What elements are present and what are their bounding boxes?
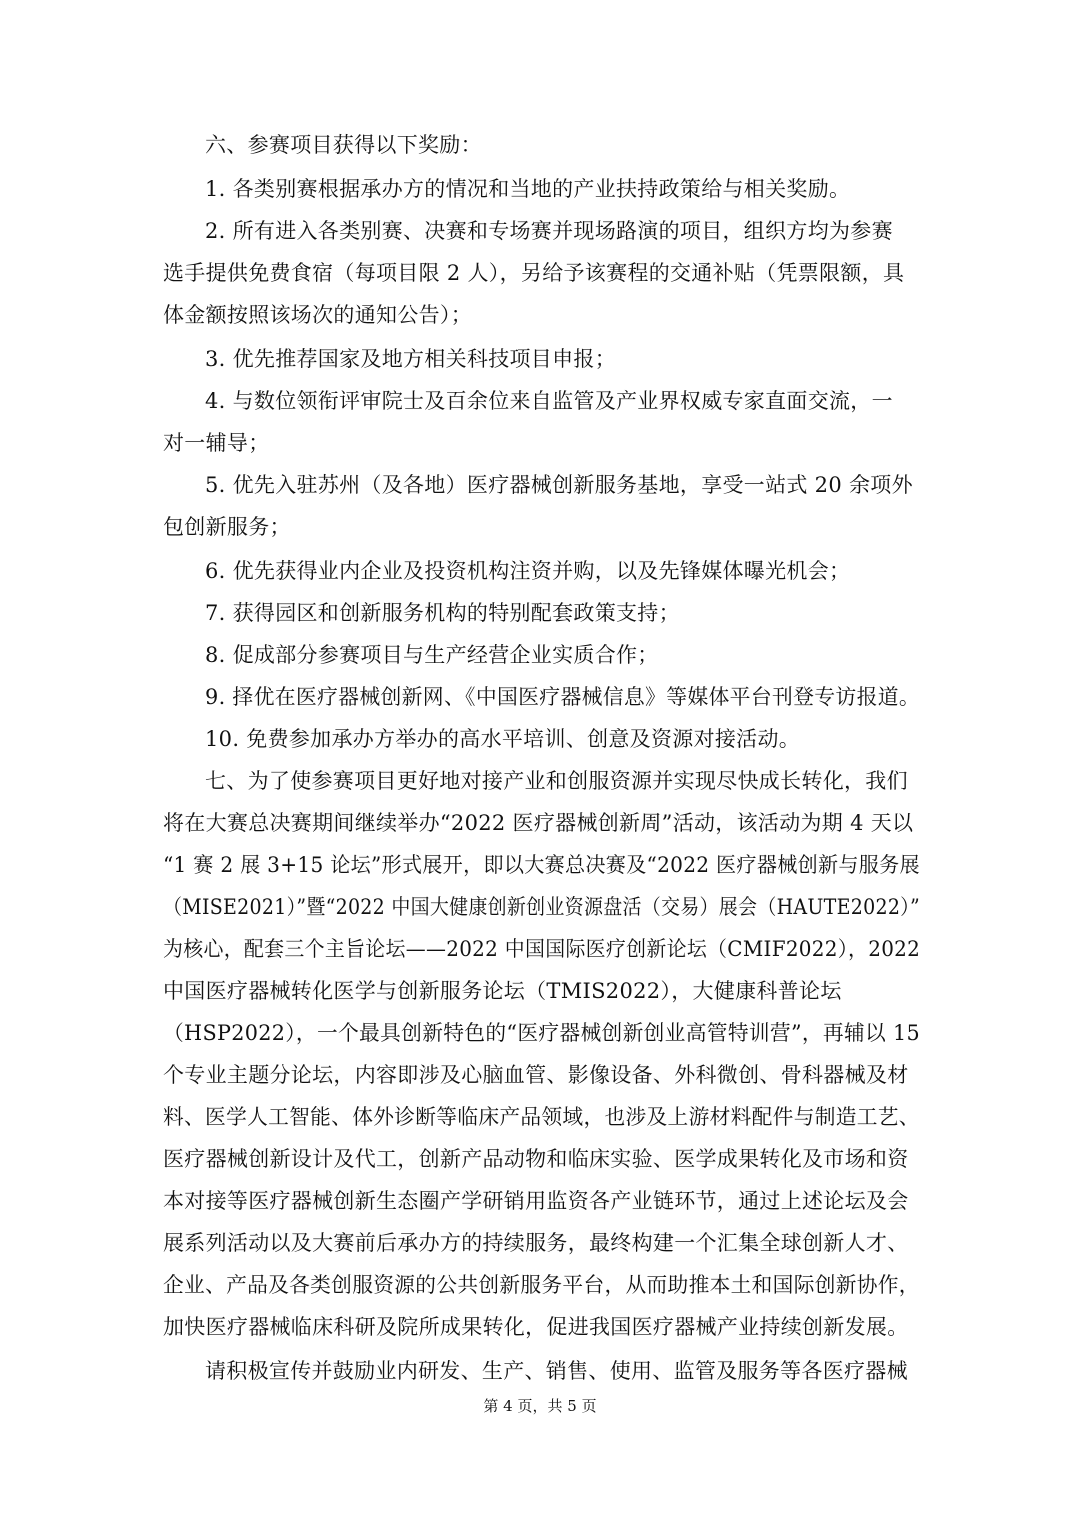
closing-paragraph: 请积极宣传并鼓励业内研发、生产、销售、使用、监管及服务等各医疗器械 (205, 1359, 908, 1383)
award-item-3: 3. 优先推荐国家及地方相关科技项目申报； (205, 347, 617, 371)
award-item-4: 4. 与数位领衔评审院士及百余位来自监管及产业界权威专家直面交流，一 (205, 389, 893, 413)
award-item-6: 6. 优先获得业内企业及投资机构注资并购，以及先锋媒体曝光机会； (205, 559, 851, 583)
award-item-4-cont: 对一辅导； (163, 431, 270, 455)
section-seven-paragraph: 中国医疗器械转化医学与创新服务论坛（TMIS2022），大健康科普论坛 (163, 979, 842, 1003)
section-heading-six: 六、参赛项目获得以下奖励： (205, 133, 482, 157)
award-item-2: 2. 所有进入各类别赛、决赛和专场赛并现场路演的项目，组织方均为参赛 (205, 219, 893, 243)
award-item-9: 9. 择优在医疗器械创新网、《中国医疗器械信息》等媒体平台刊登专访报道。 (205, 685, 921, 709)
award-item-2-cont: 选手提供免费食宿（每项目限 2 人），另给予该赛程的交通补贴（凭票限额，具 (163, 261, 905, 285)
award-item-1: 1. 各类别赛根据承办方的情况和当地的产业扶持政策给与相关奖励。 (205, 177, 851, 201)
section-seven-paragraph: 医疗器械创新设计及代工，创新产品动物和临床实验、医学成果转化及市场和资 (163, 1147, 909, 1171)
award-item-5-cont: 包创新服务； (163, 515, 291, 539)
award-item-2-cont: 体金额按照该场次的通知公告）； (163, 303, 472, 327)
award-item-5: 5. 优先入驻苏州（及各地）医疗器械创新服务基地，享受一站式 20 余项外 (205, 473, 913, 497)
section-seven-paragraph: 个专业主题分论坛，内容即涉及心脑血管、影像设备、外科微创、骨科器械及材 (163, 1063, 909, 1087)
award-item-8: 8. 促成部分参赛项目与生产经营企业实质合作； (205, 643, 659, 667)
section-seven-paragraph: （HSP2022），一个最具创新特色的“医疗器械创新创业高管特训营”，再辅以 15 (163, 1021, 920, 1045)
page-footer: 第 4 页，共 5 页 (483, 1397, 597, 1415)
section-seven-paragraph: （MISE2021）”暨“2022 中国大健康创新创业资源盘活（交易）展会（HAUTE2022）” (163, 895, 920, 919)
section-seven-paragraph: 本对接等医疗器械创新生态圈产学研销用监资各产业链环节，通过上述论坛及会 (163, 1189, 909, 1213)
section-seven-paragraph: 加快医疗器械临床科研及院所成果转化，促进我国医疗器械产业持续创新发展。 (163, 1315, 909, 1339)
section-seven-paragraph: 为核心，配套三个主旨论坛——2022 中国国际医疗创新论坛（CMIF2022），2022 (163, 937, 921, 961)
section-seven-paragraph: 展系列活动以及大赛前后承办方的持续服务，最终构建一个汇集全球创新人才、 (163, 1231, 909, 1255)
award-item-10: 10. 免费参加承办方举办的高水平培训、创意及资源对接活动。 (205, 727, 801, 751)
section-seven-paragraph: 七、为了使参赛项目更好地对接产业和创服资源并实现尽快成长转化，我们 (205, 769, 908, 793)
section-seven-paragraph: 将在大赛总决赛期间继续举办“2022 医疗器械创新周”活动，该活动为期 4 天以 (163, 811, 914, 835)
award-item-7: 7. 获得园区和创新服务机构的特别配套政策支持； (205, 601, 680, 625)
section-seven-paragraph: 企业、产品及各类创服资源的公共创新服务平台，从而助推本土和国际创新协作， (163, 1273, 920, 1297)
section-seven-paragraph: 料、医学人工智能、体外诊断等临床产品领域，也涉及上游材料配件与制造工艺、 (163, 1105, 920, 1129)
section-seven-paragraph: “1 赛 2 展 3+15 论坛”形式展开，即以大赛总决赛及“2022 医疗器械创新与服务展 (163, 853, 920, 877)
